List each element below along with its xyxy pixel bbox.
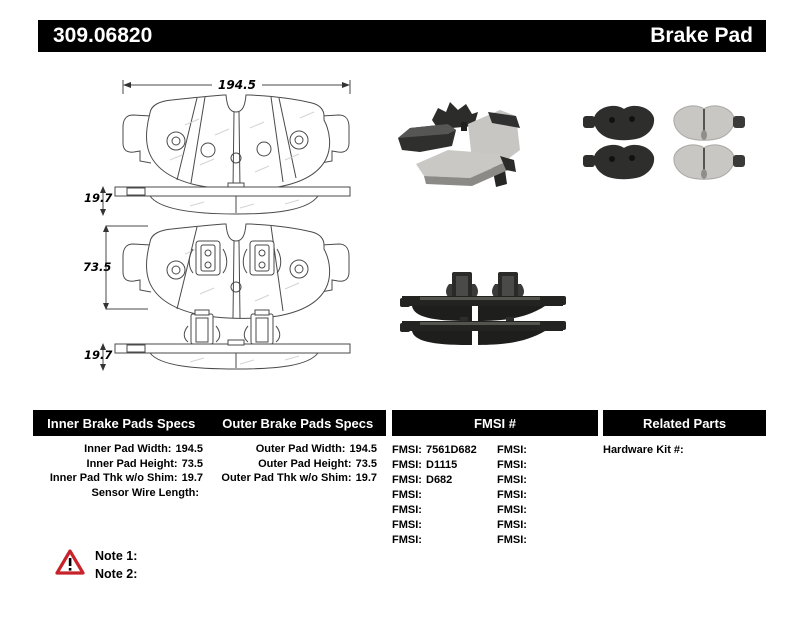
outer-specs-table xyxy=(209,442,377,486)
fmsi-row: FMSI: xyxy=(497,444,527,456)
fmsi-row: FMSI: xyxy=(497,519,527,531)
warning-triangle-icon xyxy=(55,549,85,575)
fmsi-row: FMSI: xyxy=(392,489,422,501)
notes-section xyxy=(95,547,137,583)
pad-edge-view-2 xyxy=(115,310,350,369)
fmsi-title: FMSI # xyxy=(474,415,516,431)
fmsi-header-bar xyxy=(392,410,598,436)
inner-pad-width-row: Inner Pad Width: 194.5 xyxy=(84,443,203,455)
pad-front-view-1 xyxy=(123,95,349,189)
fmsi-row: FMSI: xyxy=(392,519,422,531)
pad-front-view-2 xyxy=(123,224,349,318)
note-1-label: Note 1: xyxy=(95,549,138,563)
inner-specs-title: Inner Brake Pads Specs xyxy=(47,415,196,431)
outer-pad-height-row: Outer Pad Height: 73.5 xyxy=(258,457,377,470)
fmsi-table-left-column xyxy=(392,443,492,548)
dimension-label-thk1: 19.7 xyxy=(84,191,113,205)
outer-pad-width-row: Outer Pad Width: 194.5 xyxy=(255,443,377,455)
related-parts-table xyxy=(603,443,763,458)
note-2-label: Note 2: xyxy=(95,567,138,581)
outer-specs-title: Outer Brake Pads Specs xyxy=(222,415,374,431)
specs-header-bar xyxy=(33,410,386,436)
pad-edge-view-1 xyxy=(115,183,350,214)
product-photo-perspective xyxy=(398,102,520,187)
fmsi-row: FMSI: xyxy=(497,489,527,501)
product-photo-flat-lay xyxy=(583,106,745,179)
related-parts-title: Related Parts xyxy=(642,415,727,431)
inner-pad-thk-row: Inner Pad Thk w/o Shim: 19.7 xyxy=(49,472,203,485)
fmsi-row: FMSI: 7561D682 xyxy=(392,444,477,456)
fmsi-row: FMSI: D682 xyxy=(392,474,453,486)
fmsi-row: FMSI: xyxy=(392,504,422,516)
fmsi-table-right-column xyxy=(497,443,597,548)
dimension-label-height: 73.5 xyxy=(83,260,112,274)
sensor-wire-length-row: Sensor Wire Length: xyxy=(91,487,199,500)
inner-specs-table xyxy=(33,442,203,501)
product-type-title: Brake Pad xyxy=(650,24,753,47)
fmsi-row: FMSI: xyxy=(497,504,527,516)
outer-pad-thk-row: Outer Pad Thk w/o Shim: 19.7 xyxy=(221,472,377,485)
fmsi-row: FMSI: xyxy=(497,474,527,486)
fmsi-row: FMSI: xyxy=(497,459,527,471)
inner-pad-height-row: Inner Pad Height: 73.5 xyxy=(86,457,203,470)
product-photo-edge-stack xyxy=(400,272,566,345)
hardware-kit-row: Hardware Kit #: xyxy=(603,444,684,456)
fmsi-row: FMSI: xyxy=(497,534,527,546)
fmsi-row: FMSI: D1115 xyxy=(392,459,458,471)
part-number: 309.06820 xyxy=(53,24,153,47)
dimension-label-thk2: 19.7 xyxy=(84,348,113,362)
photo-sensor-towers xyxy=(446,272,524,300)
fmsi-row: FMSI: xyxy=(392,534,422,546)
related-parts-header-bar xyxy=(603,410,766,436)
dimension-label-width: 194.5 xyxy=(218,78,256,92)
